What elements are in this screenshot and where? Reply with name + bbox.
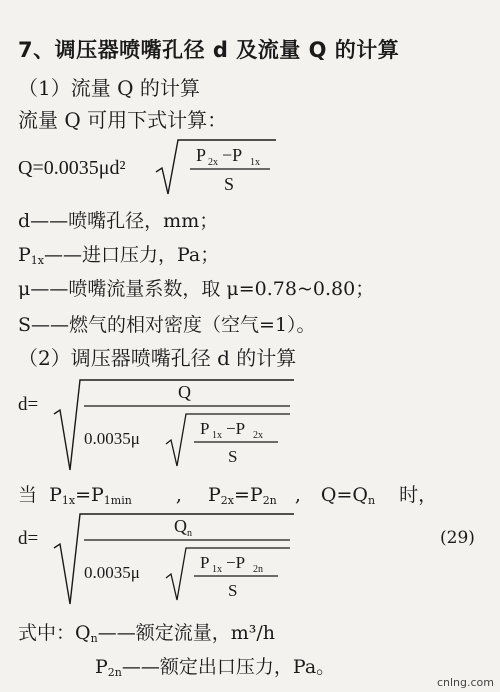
watermark: cnlng.com [436, 676, 494, 689]
note-rated-flow: 式中：$Q_n——$额定流量，m³/h [18, 622, 275, 645]
formula-rated [18, 510, 318, 614]
formula1-minus: −P [222, 145, 243, 165]
subheading-flow: （1）流量 Q 的计算 [18, 76, 200, 100]
definition-mu: μ——喷嘴流量系数，取 μ=0.78~0.80； [18, 278, 375, 300]
formula-flow [18, 136, 278, 204]
formula2-num: Q [178, 382, 191, 402]
formula3-inner-den: S [228, 581, 238, 600]
formula2-inner-a-sub: 1x [212, 430, 222, 441]
formula3-inner-minus: −P [226, 553, 246, 572]
formula3-num: Q [174, 516, 187, 536]
formula1-num-b-sub: 1x [250, 157, 260, 168]
definition-d: d——喷嘴孔径，mm； [18, 210, 219, 232]
formula3-inner-b-sub: 2n [253, 564, 263, 575]
equation-number: (29) [440, 528, 475, 548]
condition-line: 当 $P_{1x}=P_{1min}$ , $P_{2x}=P_{2n}$ , $Q=Q_n$ 时， [18, 484, 438, 507]
formula2-inner-minus: −P [226, 419, 246, 438]
formula2-inner-den: S [228, 447, 238, 466]
formula1-den: S [224, 174, 235, 194]
subheading-diameter: （2）调压器喷嘴孔径 d 的计算 [18, 346, 297, 370]
definition-p1x: $P_{1x}——$进口压力，Pa； [18, 244, 220, 267]
formula3-inner-a-sub: 1x [212, 564, 222, 575]
definition-s: S——燃气的相对密度（空气=1）。 [18, 314, 316, 336]
formula1-lhs: Q=0.0035μd² [18, 157, 126, 179]
formula2-den-coef: 0.0035μ [84, 429, 140, 448]
formula1-num-a-sub: 2x [208, 157, 218, 168]
section-heading: 7、调压器喷嘴孔径 d 及流量 Q 的计算 [18, 38, 400, 62]
formula3-inner-a: P [200, 553, 210, 572]
formula3-den-coef: 0.0035μ [84, 563, 140, 582]
formula-diameter [18, 376, 318, 480]
note-rated-outlet-pressure: $P_{2n}——$额定出口压力，Pa。 [95, 656, 336, 679]
formula2-inner-a: P [200, 419, 210, 438]
formula2-inner-b-sub: 2x [253, 430, 263, 441]
formula3-num-sub: n [187, 528, 192, 539]
intro-text: 流量 Q 可用下式计算： [18, 108, 228, 132]
formula2-lhs: d= [18, 394, 39, 415]
formula3-lhs: d= [18, 528, 39, 549]
formula1-num-a: P [196, 145, 207, 165]
formula2-outer-root [54, 380, 294, 470]
